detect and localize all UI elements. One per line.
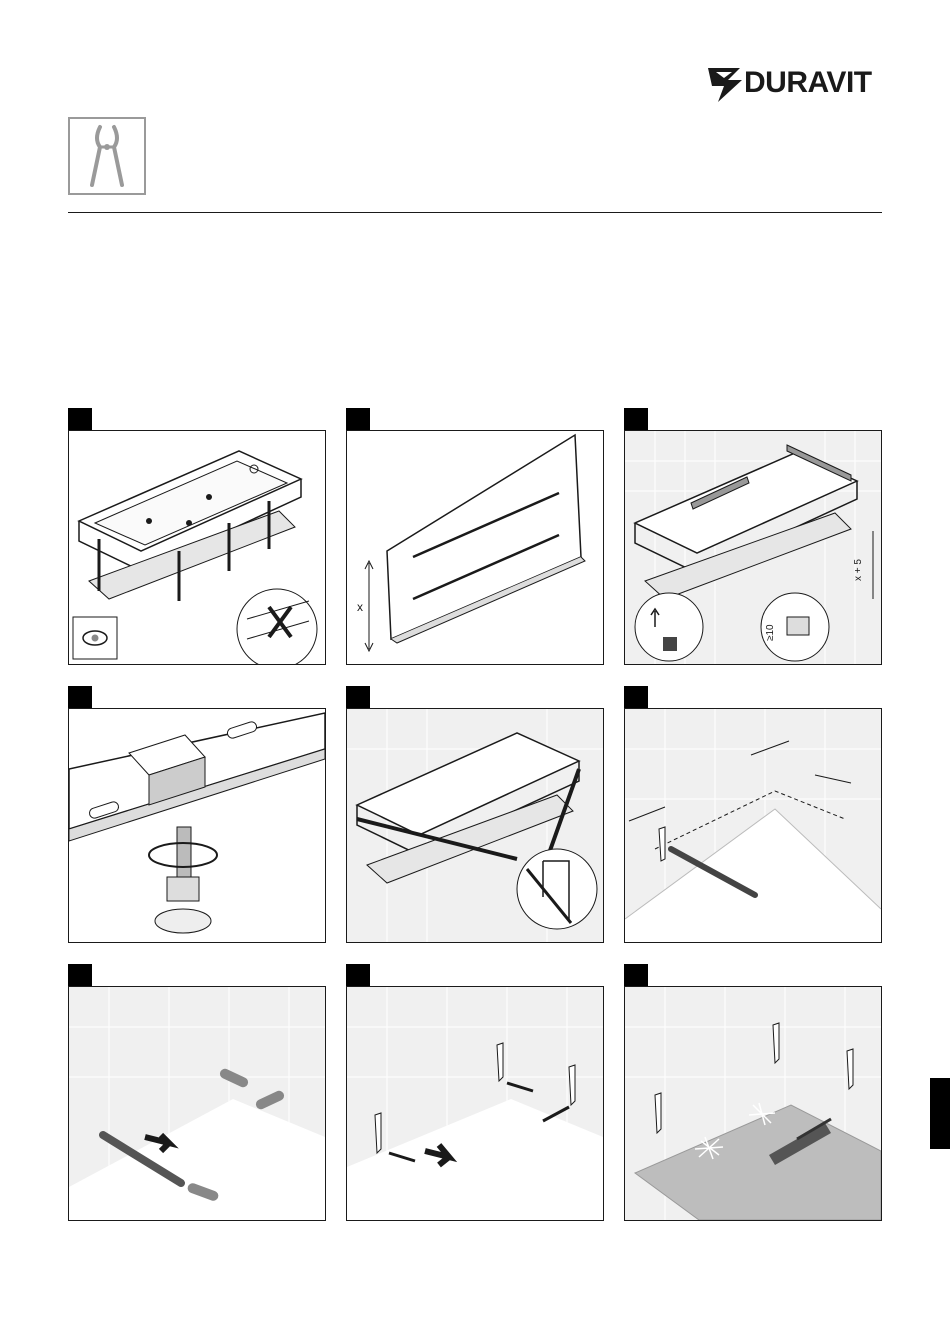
pliers-icon xyxy=(70,119,144,193)
chapter-tab xyxy=(930,1078,950,1149)
step-7-illustration xyxy=(68,986,326,1221)
duravit-emblem-icon xyxy=(706,62,746,104)
step-5 xyxy=(346,686,604,943)
step-1-illustration xyxy=(68,430,326,665)
foot-adjust-icon xyxy=(69,709,325,942)
step-number-badge xyxy=(346,686,370,710)
step-number-badge xyxy=(68,686,92,710)
step-number-badge xyxy=(346,964,370,988)
front-panel-icon xyxy=(347,431,603,664)
step-2-illustration xyxy=(346,430,604,665)
height-label: x + 5 xyxy=(853,559,864,581)
clean-floor-icon xyxy=(625,987,881,1220)
step-number-badge xyxy=(68,408,92,432)
step-8-illustration xyxy=(346,986,604,1221)
step-3 xyxy=(624,408,882,665)
step-4 xyxy=(68,686,326,943)
wall-bracket-icon xyxy=(347,987,603,1220)
step-6-illustration xyxy=(624,708,882,943)
bathtub-level-icon xyxy=(625,431,881,664)
step-number-badge xyxy=(624,408,648,432)
step-4-illustration xyxy=(68,708,326,943)
step-7 xyxy=(68,964,326,1221)
step-9-illustration xyxy=(624,986,882,1221)
wall-measure-icon xyxy=(625,709,881,942)
bathtub-mark-wall-icon xyxy=(347,709,603,942)
step-2 xyxy=(346,408,604,665)
step-9 xyxy=(624,964,882,1221)
drain-clearance-label: ≥10 xyxy=(765,624,776,641)
step-number-badge xyxy=(624,686,648,710)
step-number-badge xyxy=(624,964,648,988)
header-divider xyxy=(68,212,882,213)
duravit-logo xyxy=(706,62,890,104)
step-8 xyxy=(346,964,604,1221)
brand-name: DURAVIT xyxy=(744,66,872,99)
bathtub-frame-icon xyxy=(69,431,325,664)
step-number-badge xyxy=(68,964,92,988)
step-1 xyxy=(68,408,326,665)
step-number-badge xyxy=(346,408,370,432)
drill-icon xyxy=(69,987,325,1220)
step-6 xyxy=(624,686,882,943)
step-5-illustration xyxy=(346,708,604,943)
tool-box xyxy=(68,117,146,195)
step-3-illustration xyxy=(624,430,882,665)
panel-height-label: x xyxy=(357,600,363,614)
